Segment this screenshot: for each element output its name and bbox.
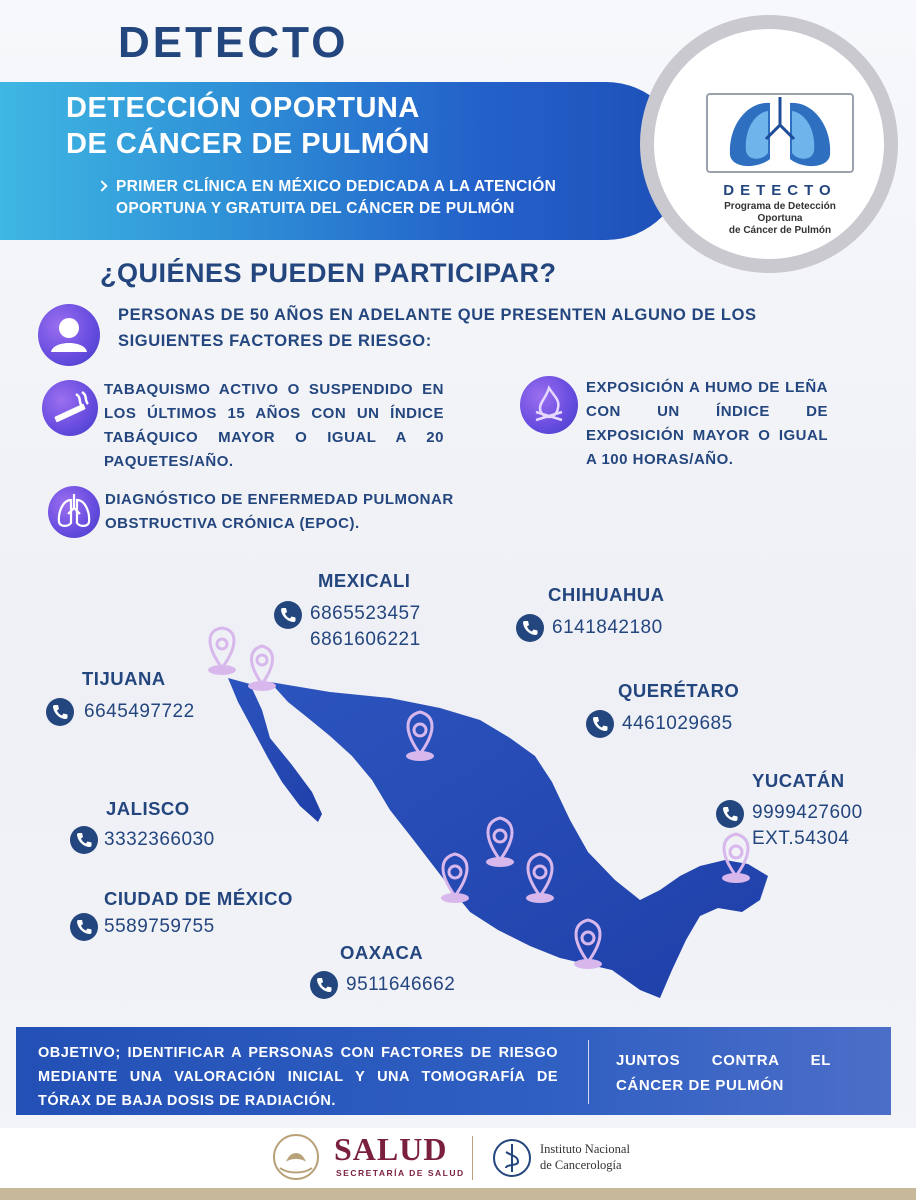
objective-text: OBJETIVO; IDENTIFICAR A PERSONAS CON FACTORES DE RIESGO MEDIANTE UNA VALORACIÓN INICIAL Y UNA TOMOGRAFÍA DE TÓRAX DE BAJA DOSIS DE RADIACIÓN. bbox=[38, 1045, 558, 1109]
city-queretaro: QUERÉTARO bbox=[618, 680, 740, 701]
phone-icon bbox=[70, 913, 98, 941]
fire-wood-icon bbox=[520, 376, 578, 434]
phone-icon bbox=[310, 971, 338, 999]
phone-mexicali-1[interactable]: 6865523457 bbox=[310, 603, 421, 624]
city-oaxaca: OAXACA bbox=[340, 942, 424, 963]
phone-yucatan[interactable] bbox=[752, 800, 863, 852]
phone-tijuana[interactable]: 6645497722 bbox=[84, 701, 195, 722]
footer-bar bbox=[0, 1188, 916, 1200]
brand-title: DETECTO bbox=[118, 18, 349, 67]
phone-queretaro[interactable]: 4461029685 bbox=[622, 713, 733, 734]
city-tijuana: TIJUANA bbox=[82, 668, 166, 689]
phone-icon bbox=[716, 800, 744, 828]
lungs-icon bbox=[48, 486, 100, 538]
city-cdmx: CIUDAD DE MÉXICO bbox=[104, 888, 293, 909]
phone-chihuahua[interactable]: 6141842180 bbox=[552, 617, 663, 638]
incan-name-line2: de Cancerología bbox=[540, 1158, 622, 1172]
banner-subtitle: PRIMER CLÍNICA EN MÉXICO DEDICADA A LA ATENCIÓN OPORTUNA Y GRATUITA DEL CÁNCER DE PULMÓN bbox=[116, 178, 557, 217]
phone-icon bbox=[586, 710, 614, 738]
city-mexicali: MEXICALI bbox=[318, 570, 411, 591]
logo-subtitle-line1: Programa de Detección Oportuna bbox=[724, 201, 836, 224]
risk-smoking: TABAQUISMO ACTIVO O SUSPENDIDO EN LOS ÚLTIMOS 15 AÑOS CON UN ÍNDICE TABÁQUICO MAYOR O IGUAL A 20 PAQUETES/AÑO. bbox=[104, 381, 444, 470]
logo-subtitle-line2: de Cáncer de Pulmón bbox=[728, 225, 832, 236]
participants-intro: PERSONAS DE 50 AÑOS EN ADELANTE QUE PRESENTEN ALGUNO DE LOS SIGUIENTES FACTORES DE RIESGO: bbox=[118, 306, 757, 350]
incan-name-line1: Instituto Nacional bbox=[540, 1142, 630, 1156]
logo-word: DETECTO bbox=[723, 182, 837, 199]
phone-oaxaca[interactable]: 9511646662 bbox=[346, 974, 456, 995]
city-yucatan: YUCATÁN bbox=[752, 770, 845, 791]
banner-title-line2: DE CÁNCER DE PULMÓN bbox=[66, 128, 430, 160]
phone-mexicali-2[interactable]: 6861606221 bbox=[310, 629, 421, 650]
salud-subtitle: SECRETARÍA DE SALUD bbox=[336, 1168, 465, 1178]
pin-mexicali bbox=[248, 646, 276, 691]
risk-wood-smoke: EXPOSICIÓN A HUMO DE LEÑA CON UN ÍNDICE DE EXPOSICIÓN MAYOR O IGUAL A 100 HORAS/AÑO. bbox=[586, 379, 828, 468]
pin-tijuana bbox=[208, 628, 236, 675]
pin-yucatan bbox=[722, 834, 750, 883]
cigarette-icon bbox=[42, 380, 98, 436]
city-jalisco: JALISCO bbox=[106, 798, 190, 819]
lungs-logo-icon bbox=[706, 93, 854, 173]
phone-yucatan-1[interactable]: 9999427600 bbox=[752, 802, 863, 823]
city-chihuahua: CHIHUAHUA bbox=[548, 584, 665, 605]
objective-divider bbox=[588, 1040, 589, 1104]
phone-icon bbox=[46, 698, 74, 726]
participants-title: ¿QUIÉNES PUEDEN PARTICIPAR? bbox=[100, 258, 557, 288]
banner-title-line1: DETECCIÓN OPORTUNA bbox=[66, 92, 420, 124]
mexico-seal-icon bbox=[268, 1132, 324, 1182]
phone-jalisco[interactable]: 3332366030 bbox=[104, 829, 215, 850]
phone-icon bbox=[70, 826, 98, 854]
phone-yucatan-ext: EXT.54304 bbox=[752, 828, 850, 849]
slogan-text: JUNTOS CONTRA EL CÁNCER DE PULMÓN bbox=[616, 1052, 831, 1094]
incan-seal-icon bbox=[492, 1134, 532, 1182]
phone-cdmx[interactable]: 5589759755 bbox=[104, 916, 215, 937]
phone-mexicali[interactable] bbox=[310, 601, 421, 653]
footer-divider bbox=[472, 1136, 473, 1180]
salud-logo-text: SALUD bbox=[334, 1131, 448, 1167]
phone-icon bbox=[274, 601, 302, 629]
logo-subtitle bbox=[706, 201, 854, 237]
person-icon bbox=[38, 304, 100, 366]
risk-epoc: DIAGNÓSTICO DE ENFERMEDAD PULMONAR OBSTRUCTIVA CRÓNICA (EPOC). bbox=[105, 491, 454, 532]
phone-icon bbox=[516, 614, 544, 642]
